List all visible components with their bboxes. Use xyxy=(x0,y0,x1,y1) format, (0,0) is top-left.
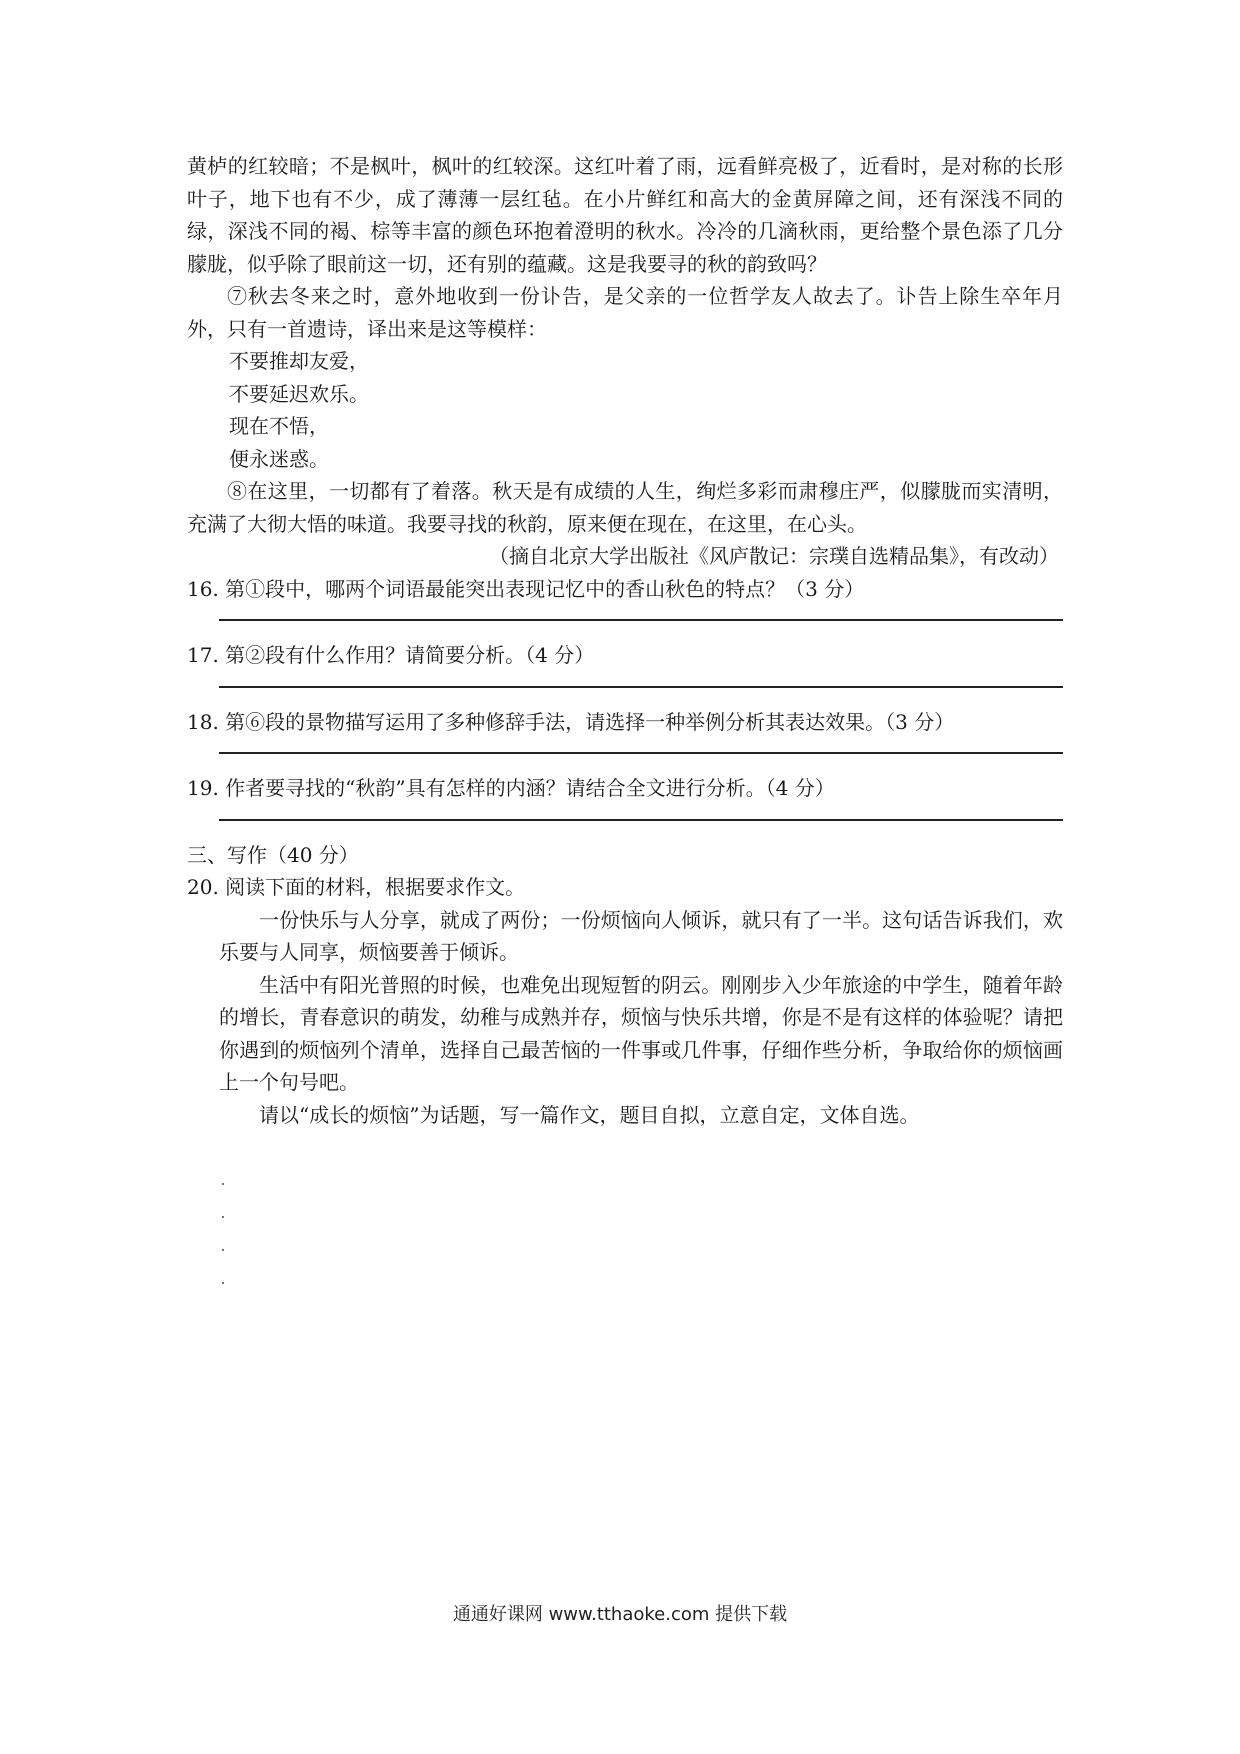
passage-paragraph-6-continued: 黄栌的红较暗；不是枫叶，枫叶的红较深。这红叶着了雨，远看鲜亮极了，近看时，是对称的长形叶子，地下也有不少，成了薄薄一层红毡。在小片鲜红和高大的金黄屏障之间，还有深浅不同的绿，深浅不同的褐、棕等丰富的颜色环抱着澄明的秋水。冷冷的几滴秋雨，更给整个景色添了几分朦胧，似乎除了眼前这一切，还有别的蕴藏。这是我要寻的秋的韵致吗？ xyxy=(187,154,1063,276)
passage-paragraph-7: ⑦秋去冬来之时，意外地收到一份讣告，是父亲的一位哲学友人故去了。讣告上除生卒年月外，只有一首遗诗，译出来是这等模样： xyxy=(187,284,1063,341)
question-20: 20. 阅读下面的材料，根据要求作文。 xyxy=(187,875,526,899)
question-17: 17. 第②段有什么作用？请简要分析。（4 分） xyxy=(187,643,595,667)
scan-dot xyxy=(222,1282,224,1284)
scan-dot xyxy=(222,1249,224,1251)
document-content xyxy=(187,150,1063,1131)
scan-dot xyxy=(222,1216,224,1218)
scan-dot xyxy=(222,1183,224,1185)
poem-line: 不要推却友爱， xyxy=(229,349,369,373)
scan-dots xyxy=(222,1183,224,1315)
writing-section-title: 三、写作（40 分） xyxy=(187,842,359,867)
question-16: 16. 第①段中，哪两个词语最能突出表现记忆中的香山秋色的特点？（3 分） xyxy=(187,576,865,601)
answer-line-19 xyxy=(219,805,1063,821)
passage-source: （摘自北京大学出版社《风庐散记：宗璞自选精品集》，有改动） xyxy=(489,544,1059,568)
question-19: 19. 作者要寻找的“秋韵”具有怎样的内涵？请结合全文进行分析。（4 分） xyxy=(187,776,835,800)
answer-line-18 xyxy=(219,738,1063,754)
passage-paragraph-8: ⑧在这里，一切都有了着落。秋天是有成绩的人生，绚烂多彩而肃穆庄严，似朦胧而实清明，充满了大彻大悟的味道。我要寻找的秋韵，原来便在现在，在这里，在心头。 xyxy=(187,479,1063,536)
writing-material-2: 生活中有阳光普照的时候，也难免出现短暂的阴云。刚刚步入少年旅途的中学生，随着年龄的增长，青春意识的萌发，幼稚与成熟并存，烦恼与快乐共增，你是不是有这样的体验呢？请把你遇到的烦恼列个清单，选择自己最苦恼的一件事或几件事，仔细作些分析，争取给你的烦恼画上一个句号吧。 xyxy=(219,972,1063,1094)
answer-line-17 xyxy=(219,672,1063,688)
writing-material-1: 一份快乐与人分享，就成了两份；一份烦恼向人倾诉，就只有了一半。这句话告诉我们，欢乐要与人同享，烦恼要善于倾诉。 xyxy=(219,907,1063,964)
answer-line-16 xyxy=(219,605,1063,621)
page-footer: 通通好课网 www.tthaoke.com 提供下载 xyxy=(452,1604,788,1625)
poem-line: 现在不悟， xyxy=(229,414,329,438)
question-18: 18. 第⑥段的景物描写运用了多种修辞手法，请选择一种举例分析其表达效果。（3 分） xyxy=(187,709,955,734)
poem-line: 不要延迟欢乐。 xyxy=(229,381,369,406)
poem-line: 便永迷惑。 xyxy=(229,446,329,471)
writing-requirement: 请以“成长的烦恼”为话题，写一篇作文，题目自拟，立意自定，文体自选。 xyxy=(259,1102,920,1127)
